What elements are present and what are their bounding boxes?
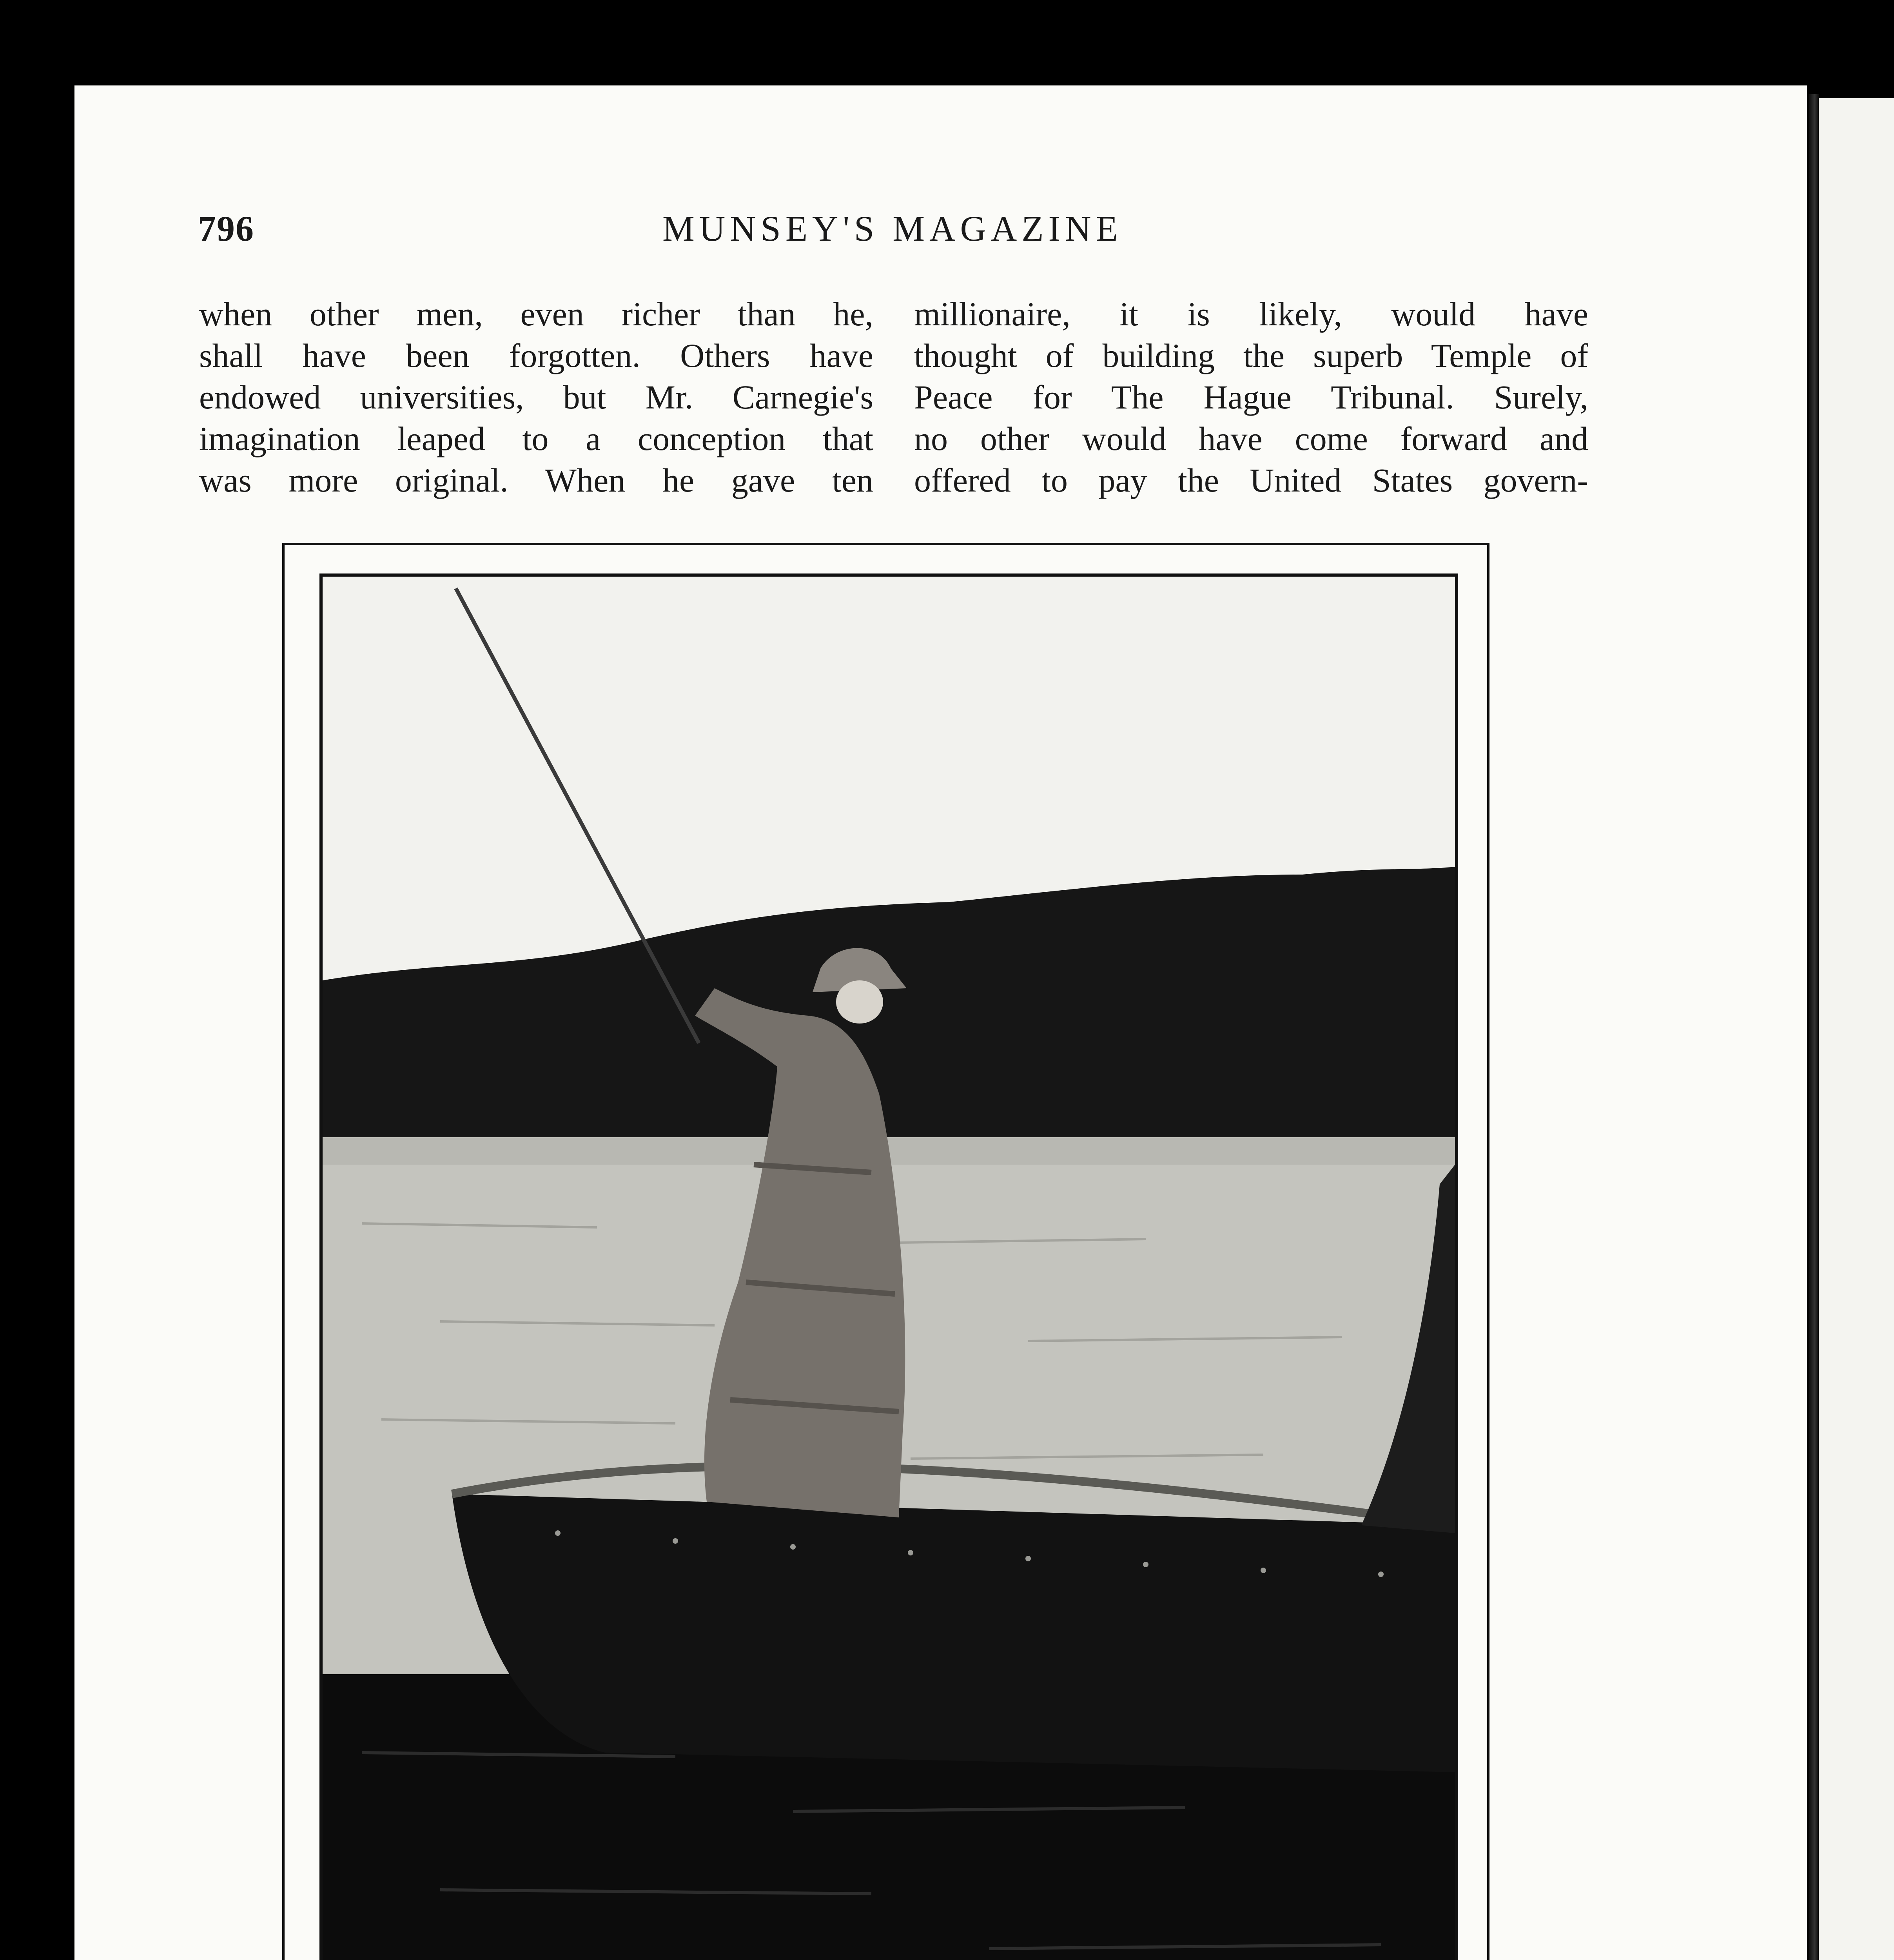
text-line: endowed universities, but Mr. Carnegie's <box>199 378 873 416</box>
rowing-boat <box>452 1494 1455 1772</box>
text-line: when other men, even richer than he, <box>199 295 873 333</box>
text-line: was more original. When he gave ten <box>199 461 873 499</box>
page-number: 796 <box>198 209 254 249</box>
top-left-column <box>199 293 873 501</box>
text-line: offered to pay the United States govern- <box>914 461 1588 499</box>
top-right-column <box>914 293 1588 501</box>
page-fold <box>1809 94 1819 1960</box>
magazine-title: MUNSEY'S MAGAZINE <box>662 209 1123 249</box>
text-line: thought of building the superb Temple of <box>914 337 1588 374</box>
text-line: no other would have come forward and <box>914 420 1588 457</box>
fisherman-face <box>836 980 883 1024</box>
text-line: shall have been forgotten. Others have <box>199 337 873 374</box>
fisherman-photo <box>319 573 1458 1960</box>
text-line: imagination leaped to a conception that <box>199 420 873 457</box>
next-page-edge <box>1819 98 1894 1960</box>
photo-illustration <box>323 577 1455 1960</box>
text-line: Peace for The Hague Tribunal. Surely, <box>914 378 1588 416</box>
text-line: millionaire, it is likely, would have <box>914 295 1588 333</box>
